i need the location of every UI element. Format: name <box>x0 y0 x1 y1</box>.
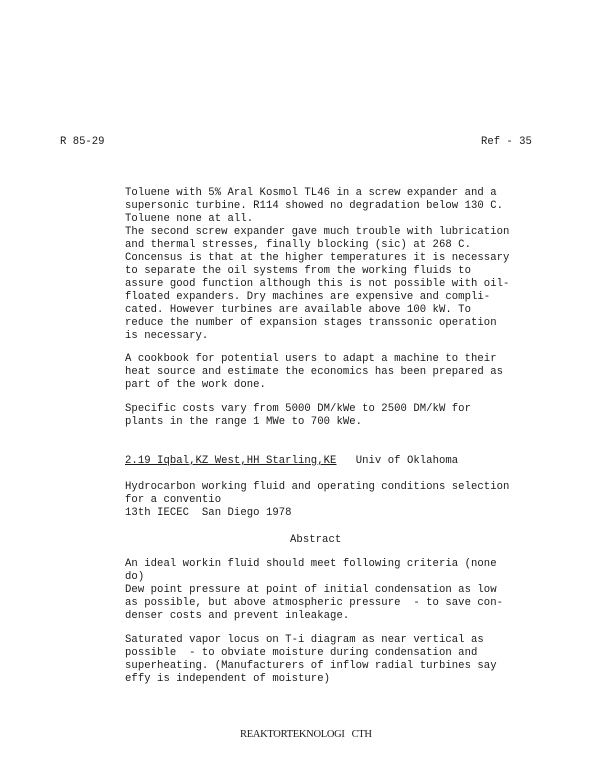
text-line: Concensus is that at the higher temperatures it is necessary <box>125 252 510 264</box>
text-line: reduce the number of expansion stages transsonic operation <box>125 317 497 329</box>
text-line: heat source and estimate the economics has been prepared as <box>125 366 504 378</box>
text-line: Saturated vapor locus on T-i diagram as near vertical as <box>125 634 484 646</box>
page-header-left: R 85-29 <box>60 136 105 148</box>
text-line: to separate the oil systems from the working fluids to <box>125 265 471 277</box>
entry-heading <box>125 455 458 467</box>
entry-conference: 13th IECEC San Diego 1978 <box>125 507 292 519</box>
text-line: Specific costs vary from 5000 DM/kWe to 2500 DM/kW for <box>125 403 471 415</box>
entry-affiliation: Univ of Oklahoma <box>355 455 459 467</box>
text-line: part of the work done. <box>125 379 266 391</box>
text-line: denser costs and prevent inleakage. <box>125 610 350 622</box>
text-line: and thermal stresses, finally blocking (sic) at 268 C. <box>125 239 471 251</box>
text-line: The second screw expander gave much trouble with lubrication <box>125 226 510 238</box>
text-line: assure good function although this is not possible with oil- <box>125 278 510 290</box>
text-line: superheating. (Manufacturers of inflow radial turbines say <box>125 660 497 672</box>
entry-title-line: for a conventio <box>125 494 222 506</box>
abstract-heading: Abstract <box>290 534 342 546</box>
text-line: floated expanders. Dry machines are expensive and compli- <box>125 291 491 303</box>
text-line: effy is independent of moisture) <box>125 673 331 685</box>
text-line: Toluene with 5% Aral Kosmol TL46 in a screw expander and a <box>125 187 497 199</box>
entry-title-line: Hydrocarbon working fluid and operating conditions selection <box>125 481 510 493</box>
text-line: An ideal workin fluid should meet following criteria (none <box>125 558 497 570</box>
entry-authors: 2.19 Iqbal,KZ West,HH Starling,KE <box>125 455 337 467</box>
page-footer: REAKTORTEKNOLOGI CTH <box>240 729 372 740</box>
text-line: A cookbook for potential users to adapt a machine to their <box>125 353 497 365</box>
text-line: Dew point pressure at point of initial condensation as low <box>125 584 497 596</box>
text-line: possible - to obviate moisture during condensation and <box>125 647 478 659</box>
text-line: do) <box>125 571 145 583</box>
text-line: supersonic turbine. R114 showed no degradation below 130 C. <box>125 200 504 212</box>
text-line: as possible, but above atmospheric pressure - to save con- <box>125 597 504 609</box>
text-line: Toluene none at all. <box>125 213 254 225</box>
text-line: cated. However turbines are available above 100 kW. To <box>125 304 471 316</box>
text-line: is necessary. <box>125 330 209 342</box>
text-line: plants in the range 1 MWe to 700 kWe. <box>125 416 363 428</box>
page-header-right: Ref - 35 <box>481 136 532 148</box>
